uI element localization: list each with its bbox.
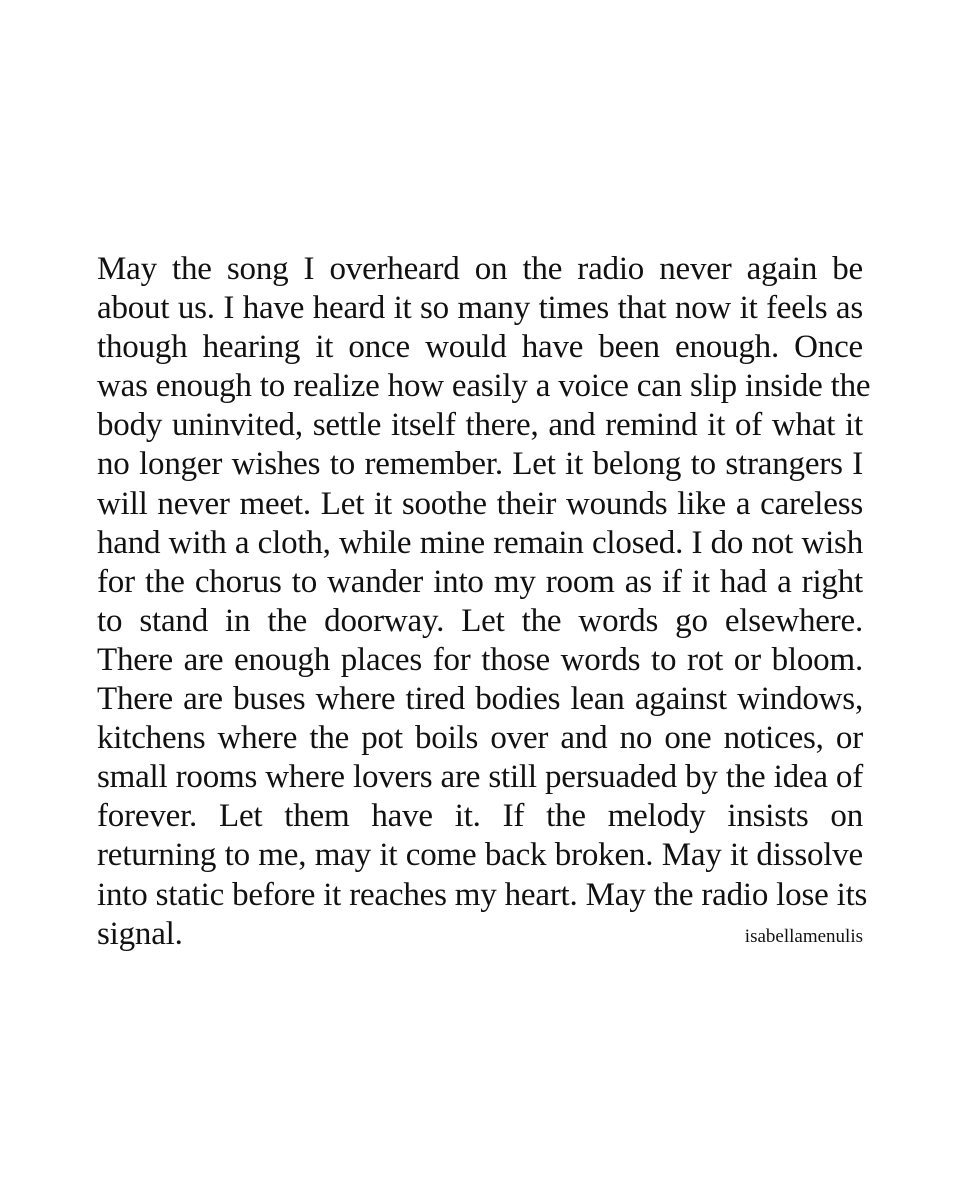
poem-line: returning to me, may it come back broken. May it dissolve <box>97 837 863 874</box>
poem-line: body uninvited, settle itself there, and remind it of what it <box>97 407 863 444</box>
poem-line: to stand in the doorway. Let the words go elsewhere. <box>97 602 863 639</box>
poem-final-row <box>97 915 863 954</box>
poem-line: kitchens where the pot boils over and no one notices, or <box>97 720 863 757</box>
poem-line: about us. I have heard it so many times that now it feels as <box>97 290 863 327</box>
poem-line: was enough to realize how easily a voice can slip inside the <box>97 368 871 405</box>
poem-line: signal. <box>97 915 183 952</box>
poem-line: no longer wishes to remember. Let it belong to strangers I <box>97 446 863 483</box>
poem-line: into static before it reaches my heart. May the radio lose its <box>97 876 868 913</box>
poem-line: small rooms where lovers are still persuaded by the idea of <box>97 759 863 796</box>
poem-line: There are buses where tired bodies lean against windows, <box>97 681 863 718</box>
poem-line: will never meet. Let it soothe their wounds like a careless <box>97 485 863 522</box>
poem-line: There are enough places for those words to rot or bloom. <box>97 641 863 678</box>
poem-line: for the chorus to wander into my room as if it had a right <box>97 563 863 600</box>
poem-line: hand with a cloth, while mine remain closed. I do not wish <box>97 524 863 561</box>
author-signature: isabellamenulis <box>744 925 863 947</box>
poem-line: May the song I overheard on the radio never again be <box>97 251 863 287</box>
poem-text <box>97 250 871 954</box>
poem-line: forever. Let them have it. If the melody insists on <box>97 798 863 835</box>
poem-line: though hearing it once would have been enough. Once <box>97 329 863 366</box>
